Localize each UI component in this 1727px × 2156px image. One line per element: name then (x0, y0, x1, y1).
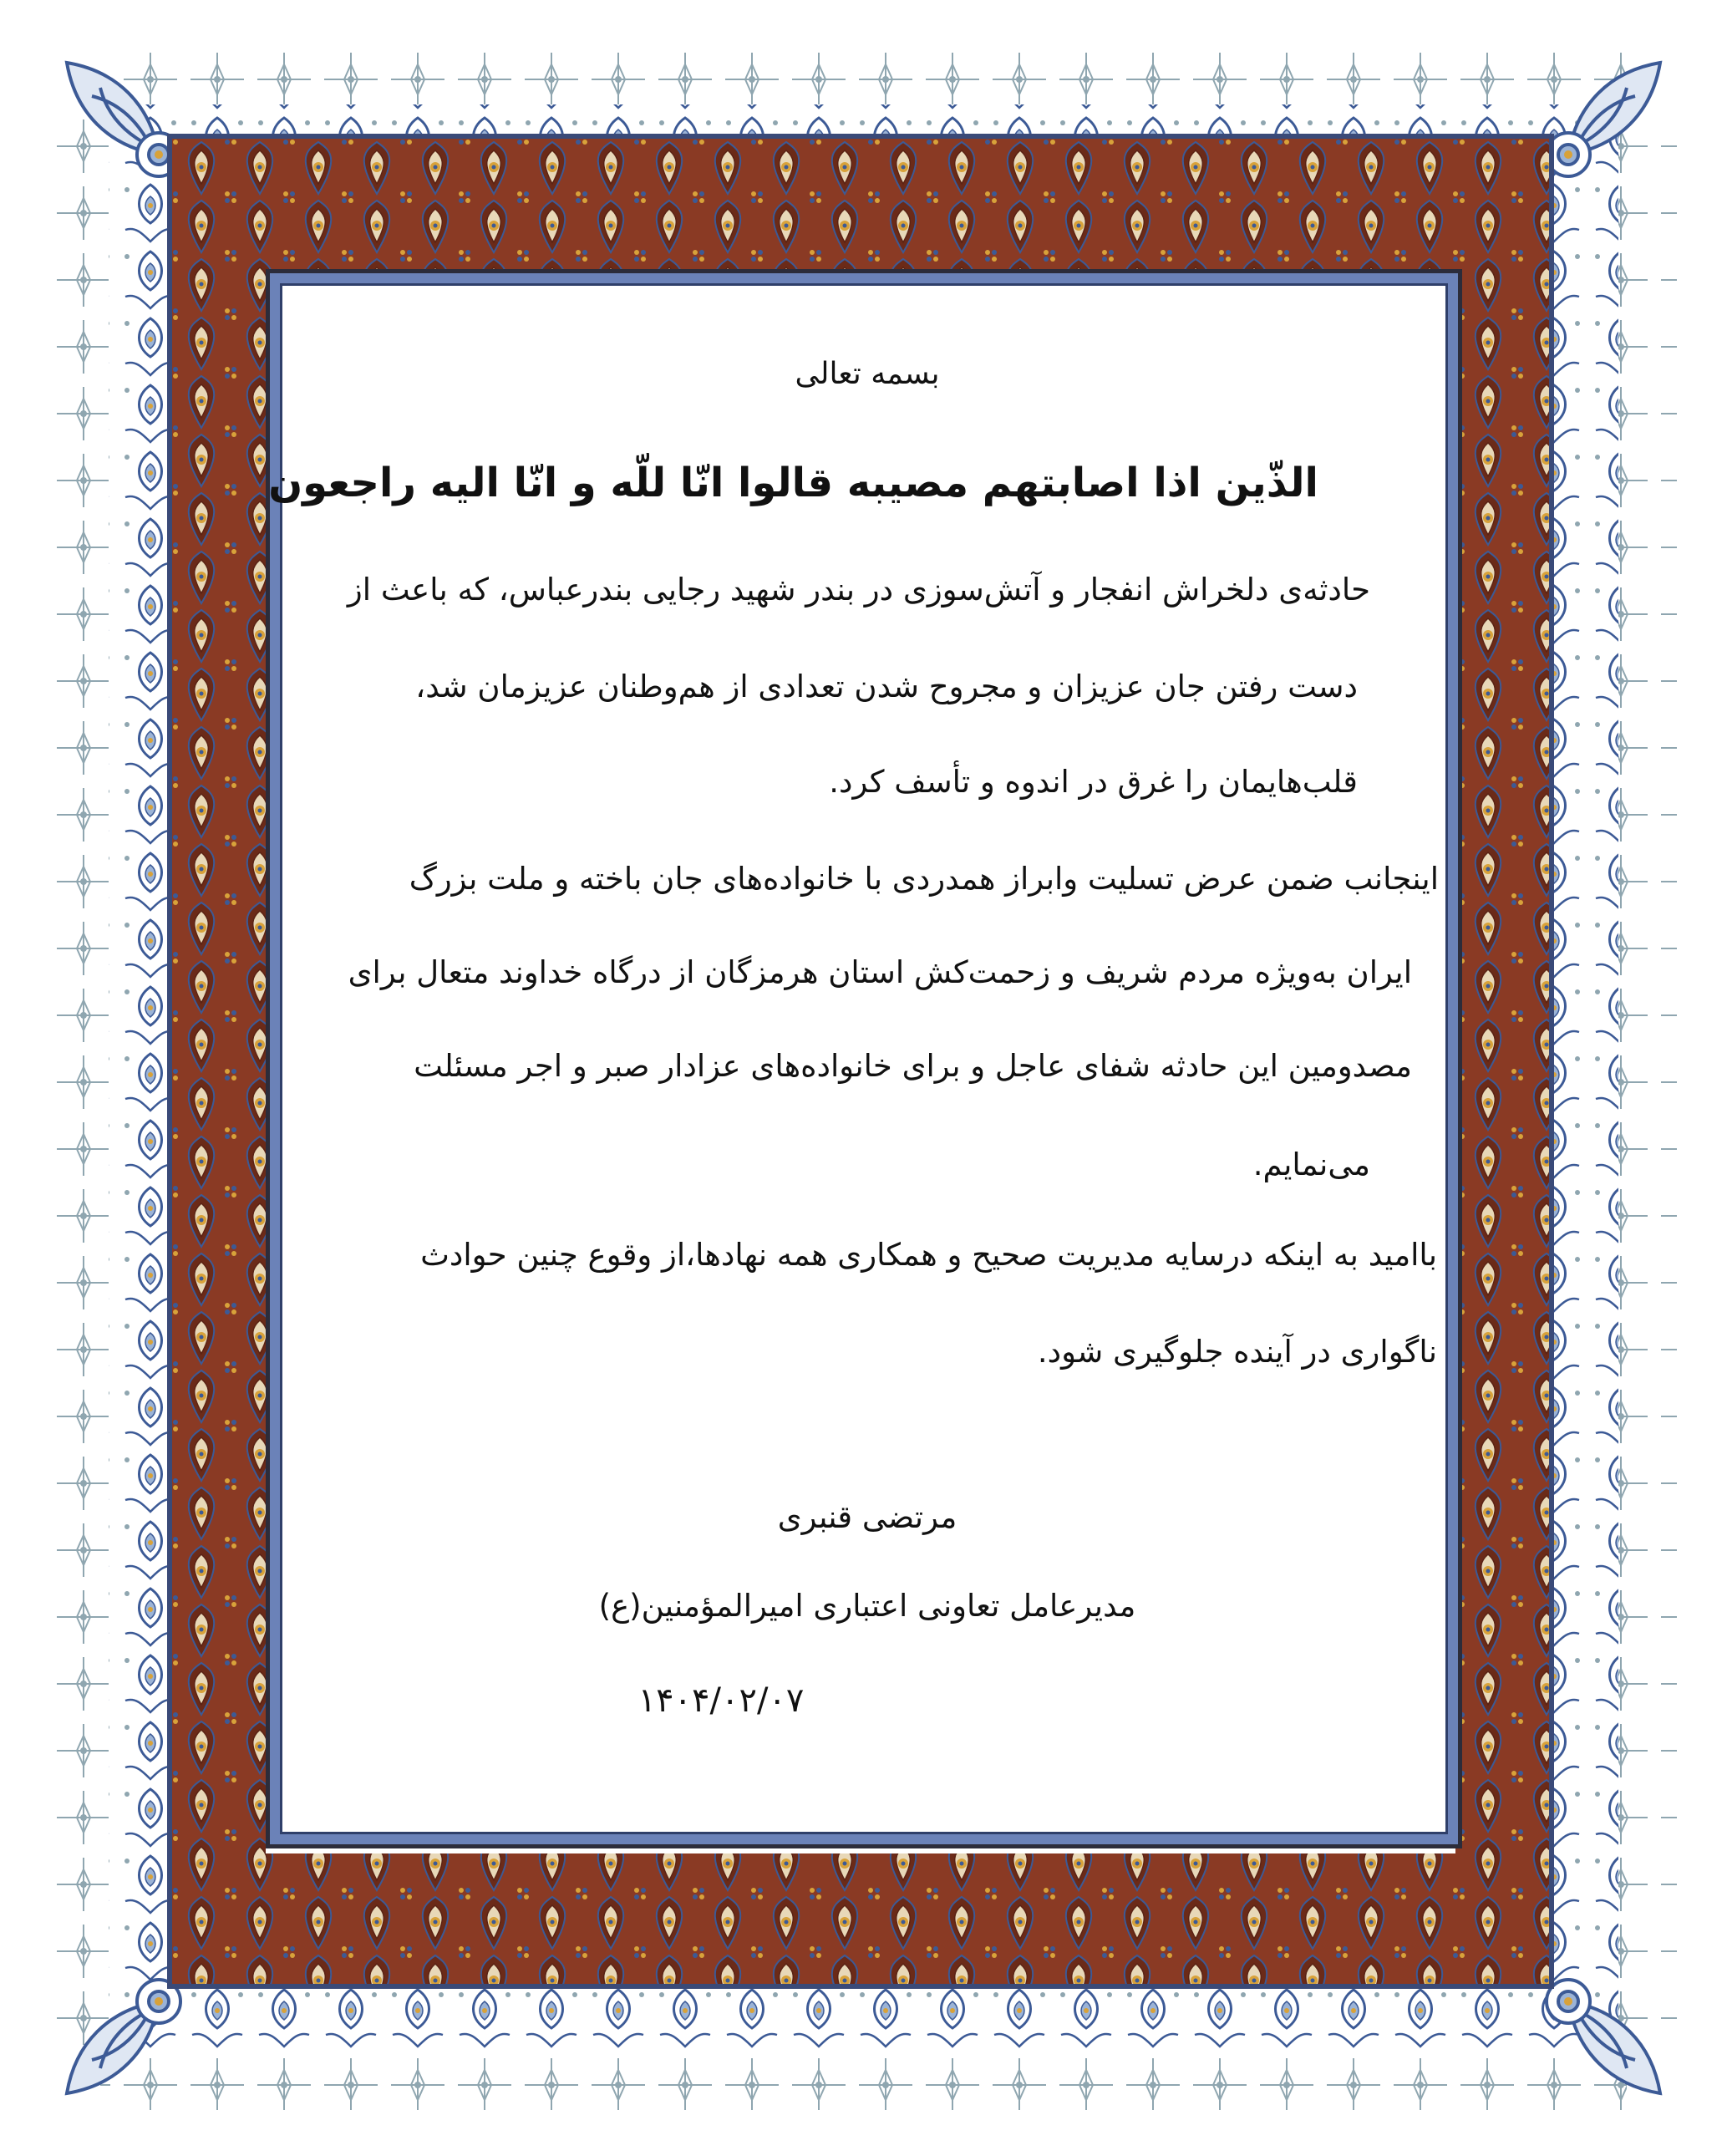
paragraph-line: ناگواری در آینده جلوگیری شود. (1037, 1334, 1437, 1370)
letter-body (268, 286, 1445, 1832)
signer-name: مرتضی قنبری (777, 1499, 957, 1535)
paragraph-line: حادثه‌ی دلخراش انفجار و آتش‌سوزی در بندر شهید رجایی بندرعباس، که باعث از (347, 572, 1370, 608)
paragraph-line: دست رفتن جان عزیزان و مجروح شدن تعدادی از هم‌وطنان عزیزمان شد، (415, 669, 1358, 704)
paragraph-line: اینجانب ضمن عرض تسلیت وابراز همدردی با خانواده‌های جان باخته و ملت بزرگ (409, 861, 1439, 897)
letter-date: ۱۴۰۴/۰۲/۰۷ (637, 1681, 805, 1720)
paragraph-line: قلب‌هایمان را غرق در اندوه و تأسف کرد. (829, 764, 1358, 800)
quran-verse: الذّین اذا اصابتهم مصیبه قالوا انّا للّه و انّا الیه راجعون (268, 460, 1318, 506)
paragraph-line: ایران به‌ویژه مردم شریف و زحمت‌کش استان هرمزگان از درگاه خداوند متعال برای (348, 954, 1412, 990)
paragraph-line: مصدومین این حادثه شفای عاجل و برای خانواده‌های عزادار صبر و اجر مسئلت (414, 1048, 1412, 1084)
paragraph-line: می‌نمایم. (1252, 1147, 1370, 1182)
paper-frame (266, 269, 1462, 1848)
signer-position: مدیرعامل تعاونی اعتباری امیرالمؤمنین(ع) (598, 1588, 1136, 1624)
basmala-heading: بسمه تعالی (795, 357, 940, 391)
paragraph-line: باامید به اینکه درسایه مدیریت صحیح و همکاری همه نهادها،از وقوع چنین حوادث (420, 1237, 1437, 1273)
